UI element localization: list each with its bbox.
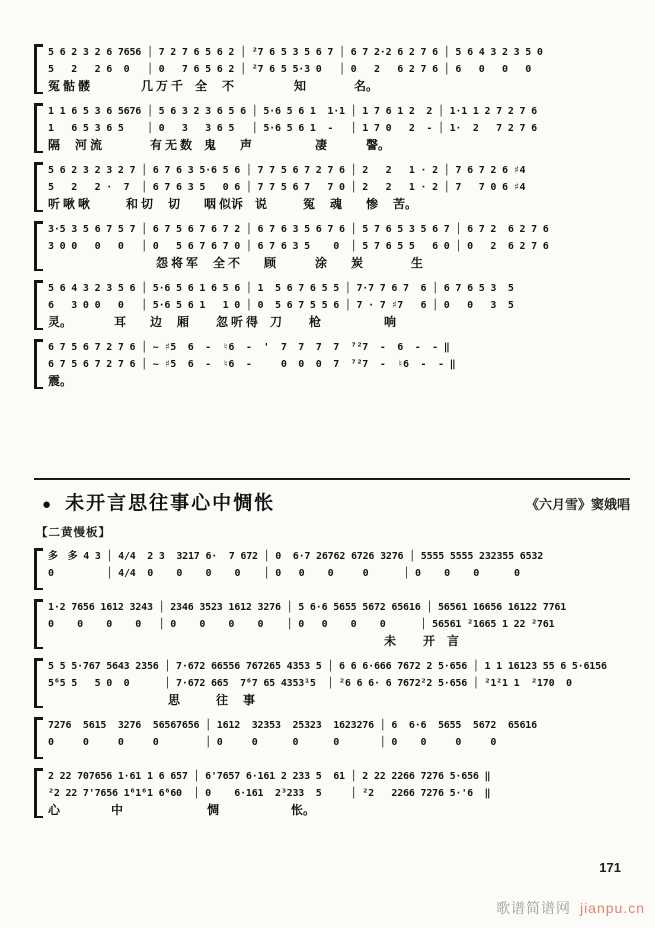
notation-upper-line: 5 6 2 3 2 3 2 7 │ 6 7 6 3 5·6 5 6 │ 7 7 5 6 7 2 7 6 │ 2 2 1 · 2 │ 7 6 7 2 6 ♯4 (48, 165, 526, 176)
notation-upper-line: 5 6 2 3 2 6 7656 │ 7 2 7 6 5 6 2 │ ²7 6 5 3 5 6 7 │ 6 7 2·2 6 2 7 6 │ 5 6 4 3 2 3 5 0 (48, 47, 543, 58)
system-brace (34, 162, 44, 212)
notation-system (34, 548, 630, 590)
notation-lower-line: 5⁶5 5 5 0 0 │ 7·672 665 7⁶7 65 4353¹5 │ ²6 6 6· 6 7672²2 5·656 │ ²1²1 1 ²170 0 (48, 678, 572, 689)
notation-upper-line: 6 7 5 6 7 2 7 6 │ ~ ♯5 6 - ♮6 - ' 7 7 7 7 ⁷²7 - 6 - - ‖ (48, 342, 450, 353)
system-brace (34, 658, 44, 708)
notation-upper-line: 5 5 5·767 5643 2356 │ 7·672 66556 767265 4353 5 │ 6 6 6·666 7672 2 5·656 │ 1 1 16123 55 6 5·6156 (48, 661, 607, 672)
notation-system (34, 717, 630, 759)
bullet-icon: ● (42, 496, 52, 513)
notation-upper-line: 3·5 3 5 6 7 5 7 │ 6 7 5 6 7 6 7 2 │ 6 7 6 3 5 6 7 6 │ 5 7 6 5 3 5 6 7 │ 6 7 2 6 2 7 6 (48, 224, 549, 235)
system-brace (34, 768, 44, 818)
system-brace (34, 548, 44, 590)
section-header (34, 488, 630, 515)
watermark-site-name: 歌谱简谱网 (496, 900, 572, 916)
section-divider (34, 478, 630, 480)
system-brace (34, 103, 44, 153)
lyrics-line: 思 往 事 (48, 693, 256, 707)
notation-system (34, 103, 630, 153)
aria-attribution: 《六月雪》窦娥唱 (525, 497, 630, 512)
notation-system (34, 599, 630, 649)
notation-upper-line: 多 多 4 3 │ 4/4 2 3 3217 6· 7 672 │ 0 6·7 26762 6726 3276 │ 5555 5555 232355 6532 (48, 551, 544, 562)
page-number: 171 (599, 860, 621, 875)
system-brace (34, 339, 44, 389)
system-brace (34, 599, 44, 649)
notation-system (34, 44, 630, 94)
tempo-label: 【二黄慢板】 (36, 527, 111, 539)
lyrics-line: 灵。 耳 边 厢 忽 听 得 刀 枪 响 (48, 315, 397, 329)
notation-lower-line: 0 0 0 0 │ 0 0 0 0 │ 0 0 0 0 │ 56561 ²1665 1 22 ²761 (48, 619, 555, 630)
piece1-score (34, 44, 630, 398)
system-brace (34, 280, 44, 330)
watermark-url: jianpu.cn (579, 900, 645, 916)
notation-system (34, 339, 630, 389)
notation-system (34, 768, 630, 818)
lyrics-line: 冤 骷 髅 几 万 千 全 不 知 名。 (48, 79, 379, 93)
notation-upper-line: 7276 5615 3276 56567656 │ 1612 32353 25323 1623276 │ 6 6·6 5655 5672 65616 (48, 720, 537, 731)
notation-system (34, 658, 630, 708)
notation-lower-line: 5 2 2 6 0 │ 0 7 6 5 6 2 │ ²7 6 5 5·3 0 │ 0 2 6 2 7 6 │ 6 0 0 0 (48, 64, 532, 75)
notation-system (34, 221, 630, 271)
lyrics-line (48, 751, 630, 759)
notation-system (34, 280, 630, 330)
lyrics-line: 震。 (48, 374, 73, 388)
notation-upper-line: 5 6 4 3 2 3 5 6 │ 5·6 5 6 1 6 5 6 │ 1 5 6 7 6 5 5 │ 7·7 7 6 7 6 │ 6 7 6 5 3 5 (48, 283, 514, 294)
lyrics-line (48, 582, 630, 590)
notation-system (34, 162, 630, 212)
watermark (496, 898, 645, 918)
piece2-score (34, 548, 630, 827)
notation-lower-line: 1 6 5 3 6 5 │ 0 3 3 6 5 │ 5·6 5 6 1 - │ 1 7 0 2 - │ 1· 2 7 2 7 6 (48, 123, 537, 134)
notation-lower-line: 0 0 0 0 │ 0 0 0 0 │ 0 0 0 0 (48, 737, 497, 748)
notation-lower-line: ²2 22 7'7656 1⁶1⁶1 6⁶60 │ 0 6·161 2³233 5 │ ²2 2266 7276 5·'6 ‖ (48, 788, 491, 799)
notation-lower-line: 3 0 0 0 0 │ 0 5 6 7 6 7 0 │ 6 7 6 3 5 0 │ 5 7 6 5 5 6 0 │ 0 2 6 2 7 6 (48, 241, 549, 252)
notation-lower-line: 6 3 0 0 0 │ 5·6 5 6 1 1 0 │ 0 5 6 7 5 5 6 │ 7 · 7 ♯7 6 │ 0 0 3 5 (48, 300, 514, 311)
notation-lower-line: 0 │ 4/4 0 0 0 0 │ 0 0 0 0 │ 0 0 0 0 (48, 568, 520, 579)
system-brace (34, 221, 44, 271)
system-brace (34, 44, 44, 94)
lyrics-line: 未 开 言 (48, 634, 460, 648)
lyrics-line: 怨 将 军 全 不 顾 涂 炭 生 (48, 256, 424, 270)
aria-title: 未开言思往事心中惆怅 (65, 493, 276, 514)
notation-upper-line: 1·2 7656 1612 3243 │ 2346 3523 1612 3276 │ 5 6·6 5655 5672 65616 │ 56561 16656 16122 7761 (48, 602, 567, 613)
notation-upper-line: 1 1 6 5 3 6 5676 │ 5 6 3 2 3 6 5 6 │ 5·6 5 6 1 1·1 │ 1 7 6 1 2 2 │ 1·1 1 2 7 2 7 6 (48, 106, 537, 117)
lyrics-line: 听 啾 啾 和 切 切 咽 似诉 说 冤 魂 惨 苦。 (48, 197, 418, 211)
lyrics-line: 隔 河 流 有 无 数 鬼 声 凄 謦。 (48, 138, 391, 152)
lyrics-line: 心 中 惆 怅。 (48, 803, 316, 817)
system-brace (34, 717, 44, 759)
notation-lower-line: 6 7 5 6 7 2 7 6 │ ~ ♯5 6 - ♮6 - 0 0 0 7 ⁷²7 - ♮6 - - ‖ (48, 359, 456, 370)
notation-lower-line: 5 2 2 · 7 │ 6 7 6 3 5 0 6 │ 7 7 5 6 7 7 0 │ 2 2 1 · 2 │ 7 7 0 6 ♯4 (48, 182, 526, 193)
notation-upper-line: 2 22 707656 1·61 1 6 657 │ 6'7657 6·161 2 233 5 61 │ 2 22 2266 7276 5·656 ‖ (48, 771, 491, 782)
